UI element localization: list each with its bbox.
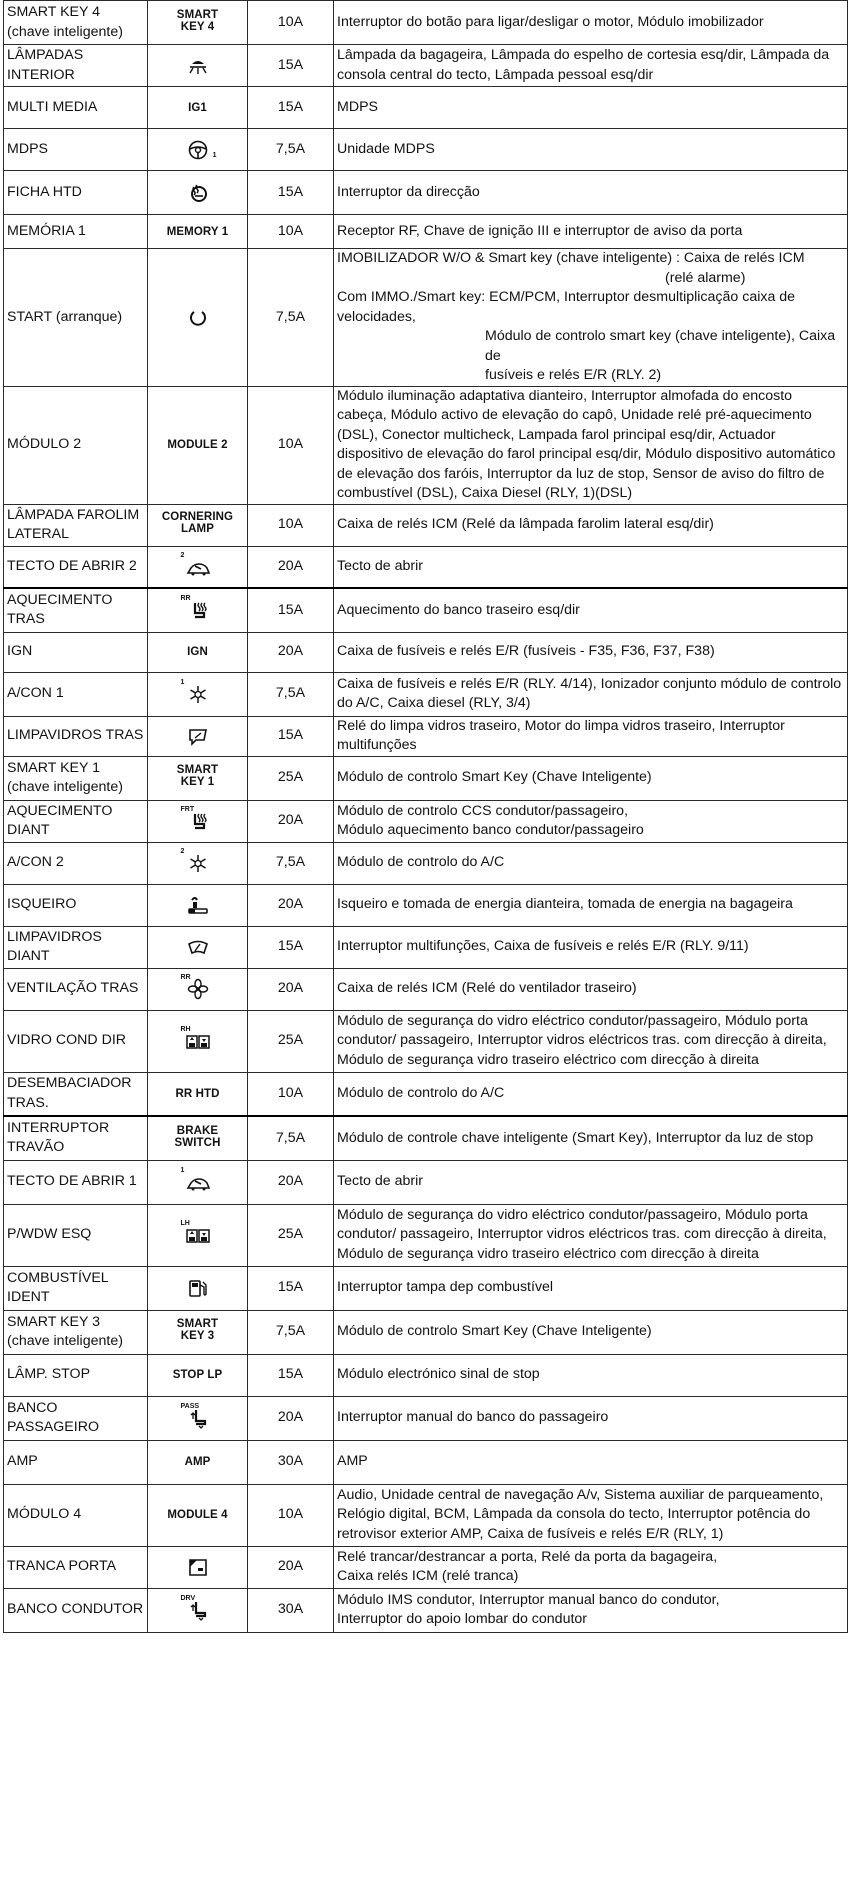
fuse-circuit-description — [334, 800, 848, 842]
fuse-name: LIMPAVIDROS TRAS — [4, 716, 148, 756]
description-line: Interruptor manual do banco do passageiro — [337, 1409, 609, 1426]
fuse-rating: 15A — [248, 171, 334, 215]
fuse-name: VIDRO COND DIR — [4, 1010, 148, 1072]
fuse-circuit-description — [334, 1310, 848, 1354]
power-window-icon — [181, 1028, 215, 1054]
fuse-circuit-description — [334, 968, 848, 1010]
rear-wiper-icon-graphic — [186, 725, 210, 747]
fuse-symbol — [148, 672, 248, 716]
symbol-code-label: CORNERING LAMP — [161, 511, 234, 536]
description-line: Módulo de controlo Smart Key (Chave Inteligente) — [337, 1323, 652, 1340]
table-row — [4, 716, 848, 756]
description-line: Lâmpada da bagageira, Lâmpada do espelho de cortesia esq/dir, Lâmpada da consola central do tecto, Lâmpada pessoal esq/dir — [337, 47, 830, 83]
fuse-name: MDPS — [4, 129, 148, 171]
description-line: Módulo de segurança do vidro eléctrico condutor/passageiro, Módulo porta condutor/ passageiro, Interruptor vidros eléctricos tras. com direcção à direita, Módulo de segurança vidro traseiro eléctrico com direcção à direita — [337, 1012, 827, 1068]
fuse-rating: 7,5A — [248, 129, 334, 171]
description-line: Relé do limpa vidros traseiro, Motor do limpa vidros traseiro, Interruptor multifunções — [337, 717, 785, 753]
description-line: Audio, Unidade central de navegação A/v, Sistema auxiliar de parqueamento, Relógio digital, BCM, Lâmpada da consola do tecto, Interruptor potência do retrovisor exterior AMP, Caixa de fusíveis e relés E/R (RLY, 1) — [337, 1486, 824, 1542]
symbol-code-label: IG1 — [188, 101, 207, 114]
fuse-symbol — [148, 1588, 248, 1632]
table-row — [4, 129, 848, 171]
fuse-circuit-description — [334, 1266, 848, 1310]
symbol-code-label: SMART KEY 4 — [176, 8, 219, 33]
fuse-name: LÂMPADA FAROLIM LATERAL — [4, 504, 148, 546]
fuse-circuit-description — [334, 756, 848, 800]
fuse-circuit-description — [334, 129, 848, 171]
fuse-symbol — [148, 1310, 248, 1354]
fuse-name: LIMPAVIDROS DIANT — [4, 926, 148, 968]
start-icon-graphic — [186, 306, 210, 328]
fuse-symbol — [148, 884, 248, 926]
table-row — [4, 45, 848, 87]
table-row — [4, 672, 848, 716]
description-line: Caixa relés ICM (relé tranca) — [337, 1568, 519, 1584]
fuse-circuit-description — [334, 171, 848, 215]
fuse-circuit-description — [334, 1072, 848, 1116]
fuse-rating: 7,5A — [248, 842, 334, 884]
fuse-rating: 25A — [248, 1010, 334, 1072]
description-line: Módulo iluminação adaptativa dianteiro, Interruptor almofada do encosto cabeça, Módulo activo de elevação do capô, Unidade relé pré-aquecimento (DSL), Conector multicheck, Lampada farol principal esq/dir, Actuador dispositivo de elevação do farol principal esq/dir, Módulo dispositivo automático de elevação dos faróis, Interruptor da luz de stop, Sensor de aviso do filtro de combustível (DSL), Caixa Diesel (RLY, 1)(DSL) — [337, 387, 836, 501]
fuse-name: VENTILAÇÃO TRAS — [4, 968, 148, 1010]
description-line: Módulo aquecimento banco condutor/passageiro — [337, 822, 644, 838]
fuse-symbol — [148, 1440, 248, 1484]
fuse-symbol — [148, 756, 248, 800]
fuse-name: TECTO DE ABRIR 2 — [4, 546, 148, 588]
icon-superscript: RR — [180, 595, 191, 603]
fuse-rating: 7,5A — [248, 249, 334, 387]
power-window-icon — [181, 1222, 215, 1248]
fuse-circuit-description — [334, 546, 848, 588]
fuse-symbol — [148, 45, 248, 87]
table-row — [4, 504, 848, 546]
table-row — [4, 926, 848, 968]
heated-wheel-icon — [181, 180, 215, 206]
table-row — [4, 800, 848, 842]
fuse-rating: 20A — [248, 1160, 334, 1204]
symbol-code-label: MODULE 4 — [167, 1509, 228, 1522]
table-row — [4, 1160, 848, 1204]
symbol-code-label: SMART KEY 3 — [176, 1318, 219, 1343]
table-row — [4, 1484, 848, 1546]
front-wiper-icon — [181, 934, 215, 960]
fuse-name: AMP — [4, 1440, 148, 1484]
description-line: Módulo electrónico sinal de stop — [337, 1366, 540, 1383]
table-row — [4, 884, 848, 926]
fuse-name: BANCO CONDUTOR — [4, 1588, 148, 1632]
room-lamp-icon-graphic — [186, 55, 210, 77]
symbol-code-label: STOP LP — [172, 1369, 223, 1382]
table-row — [4, 1204, 848, 1266]
fuse-name: MÓDULO 2 — [4, 386, 148, 504]
description-line: Interruptor tampa dep combustível — [337, 1279, 554, 1296]
fuse-rating: 15A — [248, 588, 334, 632]
sunroof-icon-graphic — [186, 1171, 210, 1193]
fuse-rating: 10A — [248, 1072, 334, 1116]
fuse-rating: 15A — [248, 716, 334, 756]
snowflake-icon — [181, 681, 215, 707]
fuse-rating: 10A — [248, 1, 334, 45]
fuse-rating: 20A — [248, 632, 334, 672]
fuse-circuit-description — [334, 215, 848, 249]
table-row — [4, 249, 848, 387]
fuse-rating: 30A — [248, 1588, 334, 1632]
fuse-table-body — [4, 1, 848, 1633]
fuse-circuit-description — [334, 884, 848, 926]
snowflake-icon-graphic — [186, 683, 210, 705]
sunroof-icon — [181, 1169, 215, 1195]
table-row — [4, 632, 848, 672]
description-line: Módulo IMS condutor, Interruptor manual banco do condutor, — [337, 1591, 720, 1608]
fuse-symbol — [148, 1484, 248, 1546]
fuse-circuit-description — [334, 716, 848, 756]
fuse-rating: 15A — [248, 87, 334, 129]
fuse-symbol — [148, 632, 248, 672]
fuse-symbol — [148, 249, 248, 387]
description-line: Caixa de fusíveis e relés E/R (fusíveis - F35, F36, F37, F38) — [337, 643, 715, 660]
fuse-name: MÓDULO 4 — [4, 1484, 148, 1546]
symbol-code-label: MEMORY 1 — [166, 225, 229, 238]
fuse-rating: 20A — [248, 1546, 334, 1588]
fuse-name: TECTO DE ABRIR 1 — [4, 1160, 148, 1204]
description-line: Módulo de controle chave inteligente (Smart Key), Interruptor da luz de stop — [337, 1129, 814, 1146]
fuse-name: LÂMP. STOP — [4, 1354, 148, 1396]
fuse-name: IGN — [4, 632, 148, 672]
fuse-symbol — [148, 171, 248, 215]
power-window-icon-graphic — [186, 1224, 210, 1246]
rear-wiper-icon — [181, 723, 215, 749]
fuse-rating: 15A — [248, 1354, 334, 1396]
table-row — [4, 87, 848, 129]
symbol-code-label: MODULE 2 — [167, 439, 228, 452]
symbol-code-label: RR HTD — [175, 1088, 220, 1100]
power-seat-icon-graphic — [186, 1407, 210, 1429]
description-line: Tecto de abrir — [337, 558, 423, 574]
fuse-symbol — [148, 1354, 248, 1396]
table-row — [4, 1010, 848, 1072]
fuse-name: TRANCA PORTA — [4, 1546, 148, 1588]
room-lamp-icon — [181, 53, 215, 79]
fuse-rating: 10A — [248, 215, 334, 249]
fuse-symbol — [148, 87, 248, 129]
fuse-circuit-description — [334, 1204, 848, 1266]
fuse-name: MULTI MEDIA — [4, 87, 148, 129]
heated-seat-icon-graphic — [186, 599, 210, 621]
description-line: fusíveis e relés E/R (RLY. 2) — [485, 367, 662, 383]
fuse-name: AQUECIMENTO DIANT — [4, 800, 148, 842]
fuse-symbol — [148, 1546, 248, 1588]
fuse-symbol — [148, 1204, 248, 1266]
description-line: Interruptor multifunções, Caixa de fusíveis e relés E/R (RLY. 9/11) — [337, 938, 749, 955]
description-line: Interruptor do apoio lombar do condutor — [337, 1611, 588, 1627]
fuse-circuit-description — [334, 1546, 848, 1588]
symbol-code-label: SMART KEY 1 — [176, 764, 219, 789]
fuse-name: SMART KEY 3 (chave inteligente) — [4, 1310, 148, 1354]
fuse-rating: 10A — [248, 1484, 334, 1546]
fuse-circuit-description — [334, 1116, 848, 1160]
heated-wheel-icon-graphic — [186, 182, 210, 204]
fuse-circuit-description — [334, 87, 848, 129]
heated-seat-icon — [181, 597, 215, 623]
description-line: Caixa de relés ICM (Relé do ventilador traseiro) — [337, 980, 637, 997]
description-line: Módulo de controlo CCS condutor/passageiro, — [337, 802, 629, 819]
heated-seat-icon — [181, 808, 215, 834]
fuse-table — [3, 0, 848, 1633]
fuse-symbol — [148, 968, 248, 1010]
table-row — [4, 1440, 848, 1484]
power-seat-icon-graphic — [186, 1599, 210, 1621]
fuse-circuit-description — [334, 632, 848, 672]
fuse-circuit-description — [334, 1354, 848, 1396]
table-row — [4, 1310, 848, 1354]
description-line: Aquecimento do banco traseiro esq/dir — [337, 601, 580, 618]
description-line: AMP — [337, 1453, 368, 1470]
description-line: Módulo de controlo smart key (chave inteligente), Caixa de — [485, 328, 836, 364]
fuse-rating: 20A — [248, 546, 334, 588]
fuse-symbol — [148, 1010, 248, 1072]
table-row — [4, 1588, 848, 1632]
fuse-rating: 25A — [248, 1204, 334, 1266]
fuse-symbol — [148, 800, 248, 842]
table-row — [4, 1546, 848, 1588]
fuse-name: BANCO PASSAGEIRO — [4, 1396, 148, 1440]
description-line: (relé alarme) — [665, 269, 746, 286]
icon-superscript: 1 — [180, 679, 185, 686]
table-row — [4, 968, 848, 1010]
fuse-circuit-description — [334, 1, 848, 45]
door-lock-icon — [181, 1554, 215, 1580]
start-icon — [181, 304, 215, 330]
symbol-code-label: AMP — [184, 1456, 211, 1469]
description-line: Receptor RF, Chave de ignição III e interruptor de aviso da porta — [337, 222, 743, 239]
description-line: Interruptor da direcção — [337, 183, 480, 200]
fuse-name: FICHA HTD — [4, 171, 148, 215]
fuse-circuit-description — [334, 504, 848, 546]
table-row — [4, 1266, 848, 1310]
sunroof-icon — [180, 551, 215, 580]
fuse-rating: 15A — [248, 926, 334, 968]
fuse-name: MEMÓRIA 1 — [4, 215, 148, 249]
fuse-circuit-description — [334, 672, 848, 716]
steering-wheel-icon — [181, 137, 215, 163]
description-line: MDPS — [337, 98, 378, 115]
icon-superscript: RR — [180, 974, 191, 981]
description-line: Unidade MDPS — [337, 140, 435, 157]
fuse-circuit-description — [334, 1484, 848, 1546]
door-lock-icon-graphic — [186, 1556, 210, 1578]
description-line: Módulo de controlo do A/C — [337, 1085, 505, 1101]
fuse-circuit-description — [334, 386, 848, 504]
front-wiper-icon-graphic — [186, 936, 210, 958]
heated-seat-icon-graphic — [186, 810, 210, 832]
fuse-symbol — [148, 504, 248, 546]
fuse-circuit-description — [334, 249, 848, 387]
fuse-circuit-description — [334, 1440, 848, 1484]
fuse-name: ISQUEIRO — [4, 884, 148, 926]
table-row — [4, 588, 848, 632]
fuse-symbol — [148, 215, 248, 249]
table-row — [4, 1, 848, 45]
description-line: Caixa de fusíveis e relés E/R (RLY. 4/14), Ionizador conjunto módulo de controlo do A/C, Caixa diesel (RLY, 3/4) — [337, 675, 842, 711]
icon-subscript: 1 — [212, 151, 217, 159]
icon-superscript: 2 — [180, 551, 185, 559]
description-line: Isqueiro e tomada de energia dianteira, tomada de energia na bagageira — [337, 896, 793, 913]
fan-icon-graphic — [186, 978, 210, 1000]
fuse-symbol — [148, 1, 248, 45]
fuse-rating: 20A — [248, 1396, 334, 1440]
sunroof-icon-graphic — [186, 556, 210, 578]
fuse-symbol — [148, 1266, 248, 1310]
fuse-name: COMBUSTÍVEL IDENT — [4, 1266, 148, 1310]
fan-icon — [181, 976, 215, 1002]
fuse-symbol — [148, 716, 248, 756]
fuse-symbol — [148, 1396, 248, 1440]
snowflake-icon-graphic — [186, 852, 210, 874]
fuse-rating: 15A — [248, 1266, 334, 1310]
description-line: Relé trancar/destrancar a porta, Relé da porta da bagageira, — [337, 1548, 718, 1565]
fuse-name: A/CON 2 — [4, 842, 148, 884]
fuse-symbol — [148, 926, 248, 968]
table-row — [4, 1396, 848, 1440]
description-line: Módulo de segurança do vidro eléctrico condutor/passageiro, Módulo porta condutor/ passageiro, Interruptor vidros eléctricos tras. com direcção à direita, Módulo de segurança vidro traseiro eléctrico com direcção à direita — [337, 1206, 827, 1262]
fuse-rating: 10A — [248, 386, 334, 504]
icon-superscript: LH — [180, 1220, 190, 1227]
description-line: Módulo de controlo do A/C — [337, 854, 505, 871]
fuse-symbol — [148, 842, 248, 884]
table-row — [4, 842, 848, 884]
fuse-rating: 7,5A — [248, 672, 334, 716]
icon-superscript: FRT — [180, 806, 195, 813]
fuse-circuit-description — [334, 842, 848, 884]
table-row — [4, 386, 848, 504]
icon-superscript: DRV — [180, 1595, 196, 1602]
fuel-icon-graphic — [186, 1277, 210, 1299]
description-line: Interruptor do botão para ligar/desligar o motor, Módulo imobilizador — [337, 13, 764, 30]
description-line: Tecto de abrir — [337, 1173, 423, 1190]
fuse-rating: 10A — [248, 504, 334, 546]
table-row — [4, 1354, 848, 1396]
fuse-name: LÂMPADAS INTERIOR — [4, 45, 148, 87]
fuse-symbol — [148, 1160, 248, 1204]
fuse-name: A/CON 1 — [4, 672, 148, 716]
fuse-symbol — [148, 129, 248, 171]
power-seat-icon — [181, 1597, 215, 1623]
fuse-rating: 7,5A — [248, 1310, 334, 1354]
table-row — [4, 1116, 848, 1160]
steering-wheel-icon-graphic — [186, 139, 210, 161]
fuse-circuit-description — [334, 1396, 848, 1440]
lighter-icon-graphic — [186, 894, 210, 916]
icon-superscript: 2 — [180, 848, 185, 855]
fuse-rating: 20A — [248, 884, 334, 926]
fuse-symbol — [148, 1072, 248, 1116]
table-row — [4, 215, 848, 249]
lighter-icon — [181, 892, 215, 918]
symbol-code-label: BRAKE SWITCH — [174, 1124, 221, 1149]
table-row — [4, 756, 848, 800]
fuse-name: P/WDW ESQ — [4, 1204, 148, 1266]
fuse-rating: 7,5A — [248, 1116, 334, 1160]
fuse-symbol — [148, 588, 248, 632]
fuse-rating: 20A — [248, 800, 334, 842]
fuse-circuit-description — [334, 926, 848, 968]
description-line: Com IMMO./Smart key: ECM/PCM, Interruptor desmultiplicação caixa de velocidades, — [337, 289, 796, 325]
fuse-name: START (arranque) — [4, 249, 148, 387]
fuse-circuit-description — [334, 1010, 848, 1072]
table-row — [4, 171, 848, 215]
fuse-name: SMART KEY 1 (chave inteligente) — [4, 756, 148, 800]
table-row — [4, 1072, 848, 1116]
icon-superscript: RH — [180, 1026, 191, 1033]
fuse-rating: 15A — [248, 45, 334, 87]
fuel-icon — [181, 1275, 215, 1301]
icon-superscript: PASS — [180, 1403, 200, 1410]
fuse-rating: 25A — [248, 756, 334, 800]
description-line: IMOBILIZADOR W/O & Smart key (chave inteligente) : Caixa de relés ICM — [337, 250, 805, 266]
fuse-circuit-description — [334, 1160, 848, 1204]
description-line: Caixa de relés ICM (Relé da lâmpada farolim lateral esq/dir) — [337, 516, 714, 533]
fuse-rating: 30A — [248, 1440, 334, 1484]
fuse-name: DESEMBACIADOR TRAS. — [4, 1072, 148, 1116]
power-window-icon-graphic — [186, 1030, 210, 1052]
fuse-symbol — [148, 546, 248, 588]
fuse-name: AQUECIMENTO TRAS — [4, 588, 148, 632]
fuse-name: SMART KEY 4 (chave inteligente) — [4, 1, 148, 45]
fuse-name: INTERRUPTOR TRAVÃO — [4, 1116, 148, 1160]
symbol-code-label: IGN — [187, 646, 208, 659]
description-line: Módulo de controlo Smart Key (Chave Inteligente) — [337, 769, 652, 786]
fuse-circuit-description — [334, 1588, 848, 1632]
fuse-circuit-description — [334, 45, 848, 87]
fuse-circuit-description — [334, 588, 848, 632]
power-seat-icon — [181, 1405, 215, 1431]
table-row — [4, 546, 848, 588]
fuse-rating: 20A — [248, 968, 334, 1010]
snowflake-icon — [181, 850, 215, 876]
fuse-symbol — [148, 386, 248, 504]
fuse-symbol — [148, 1116, 248, 1160]
icon-superscript: 1 — [180, 1167, 185, 1174]
